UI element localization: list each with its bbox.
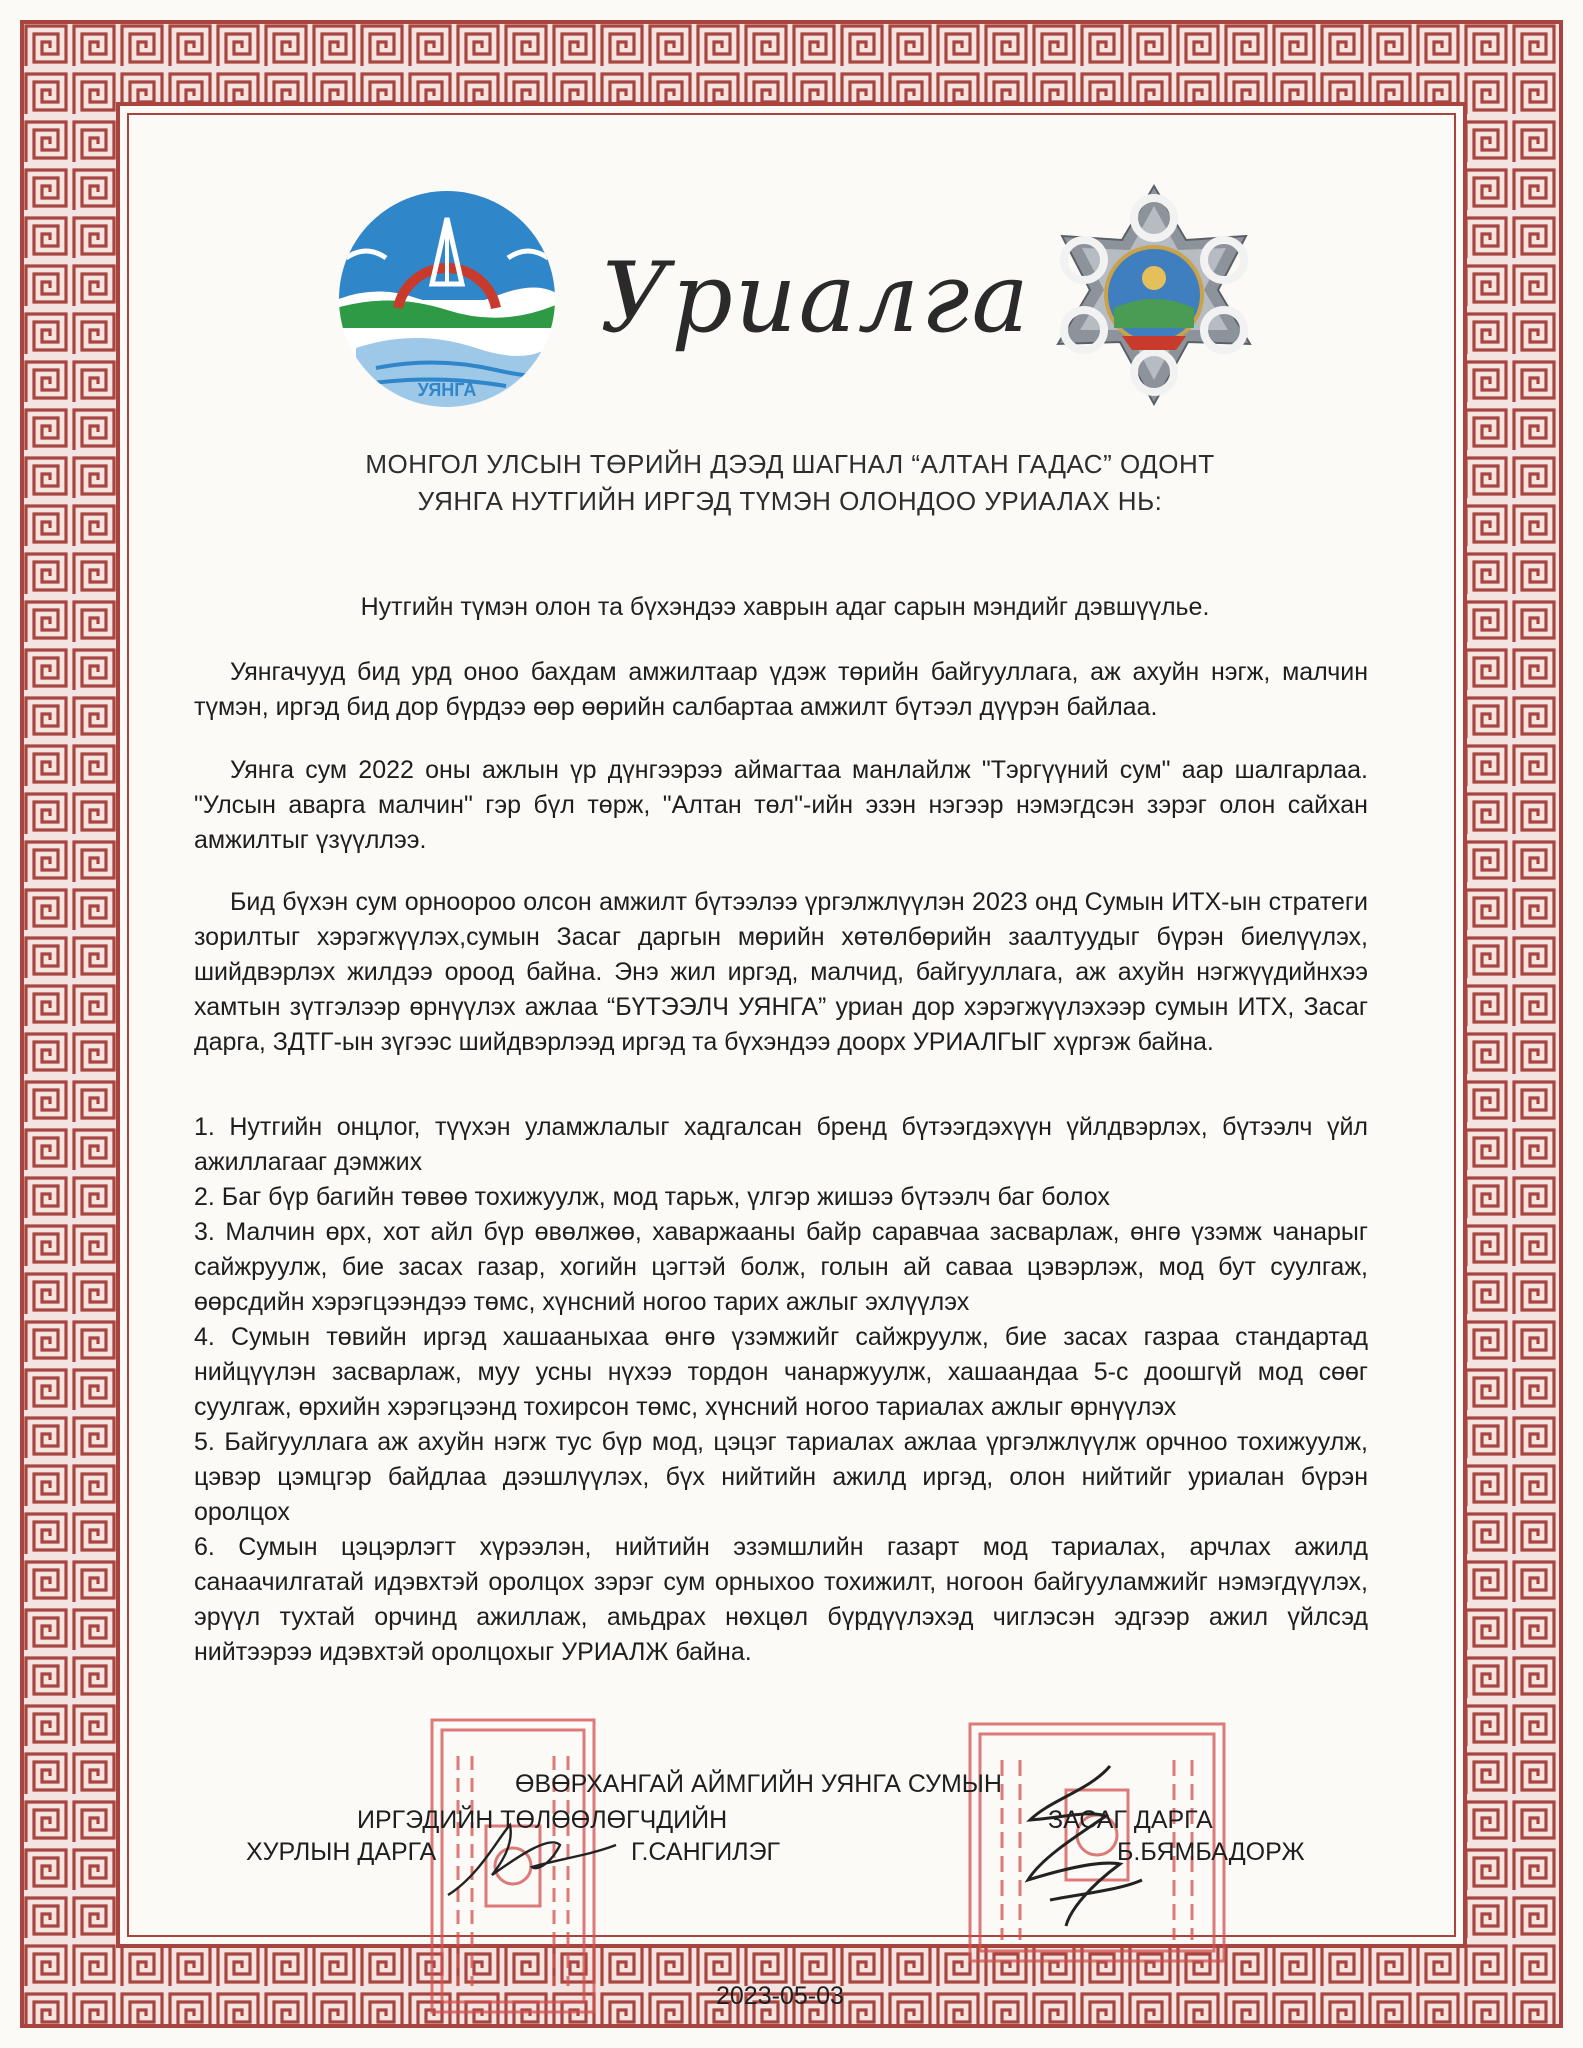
list-item: 2. Баг бүр багийн төвөө тохижуулж, мод тарьж, үлгэр жишээ бүтээлч баг болох — [194, 1183, 1110, 1211]
paragraph-2: Уянга сум 2022 оны ажлын үр дүнгээрээ аймагтаа манлайлж "Тэргүүний сум" аар шалгарлаа. "Улсын аварга малчин" гэр бүл төрж, "Алтан төл"-ийн эзэн нэгээр нэмэгдсэн зэрэг олон сайхан амжилтыг үзүүллээ. — [194, 756, 1368, 854]
uyanga-emblem-logo — [336, 188, 558, 410]
list-item: 1. Нутгийн онцлог, түүхэн уламжлалыг хадгалсан бренд бүтээгдэхүүн үйлдвэрлэх, бүтээлч үйл ажиллагааг дэмжих — [194, 1113, 1368, 1176]
handwritten-signature-1 — [440, 1815, 620, 1905]
greeting-text: Нутгийн түмэн олон та бүхэндээ хаврын адаг сарын мэндийг дэвшүүлье. — [360, 593, 1210, 621]
logo-left-label: УЯНГА — [417, 380, 477, 400]
list-item: 4. Сумын төвийн иргэд хашааныхаа өнгө үзэмжийг сайжруулж, бие засах газраа стандартад нийцүүлэн засварлаж, муу усны нүхээ тордон чанаржуулж, хашаандаа 5-с доошгүй мод сөөг суулгаж, өрхийн хэрэгцээнд тохирсон төмс, хүнсний ногоо тариалах ажлыг өрнүүлэх — [194, 1323, 1368, 1421]
signatory-title-2: ЗАСАГ ДАРГА — [1048, 1806, 1213, 1834]
signatory-name-1: Г.САНГИЛЭГ — [631, 1838, 781, 1866]
signature-org-line-1: ИРГЭДИЙН ТӨЛӨӨЛӨГЧДИЙН — [357, 1806, 728, 1834]
document-title: Уриалга — [600, 242, 1031, 354]
list-item: 5. Байгууллага аж ахуйн нэгж тус бүр мод, цэцэг тариалах ажлаа үргэлжлүүлж орчноо тохижуулж, цэвэр цэмцгэр байдлаа дээшлүүлэх, бүх нийтийн ажилд иргэд, олон нийтийг уриалан бүрэн оролцох — [194, 1428, 1368, 1526]
heading-line-1: МОНГОЛ УЛСЫН ТӨРИЙН ДЭЭД ШАГНАЛ “АЛТАН ГАДАС” ОДОНТ — [365, 449, 1215, 479]
signature-aimag-line: ӨВӨРХАНГАЙ АЙМГИЙН УЯНГА СУМЫН — [515, 1770, 1002, 1798]
list-item: 3. Малчин өрх, хот айл бүр өвөлжөө, хаваржааны байр саравчаа засварлаж, өнгө үзэмж чанарыг сайжруулж, бие засах газар, хогийн цэгтэй болж, голын ай саваа цэвэрлэж, мод бут суулгаж, өөрсдийн хэрэгцээндээ төмс, хүнсний ногоо тарих ажлыг эхлүүлэх — [194, 1218, 1368, 1316]
paragraph-3: Бид бүхэн сум орноороо олсон амжилт бүтээлээ үргэлжлүүлэн 2023 онд Сумын ИТХ-ын стратеги зорилтыг хэрэгжүүлэх,сумын Засаг даргын мөрийн хөтөлбөрийн заалтуудыг бүрэн биелүүлэх, шийдвэрлэх жилдээ ороод байна. Энэ жил иргэд, малчид, байгууллага, аж ахуйн нэгжүүдийнхээ хамтын зүтгэлээр өрнүүлэх ажлаа “БҮТЭЭЛЧ УЯНГА” уриан дор хэрэгжүүлэхээр сумын ИТХ, Засаг дарга, ЗДТГ-ын зүгээс шийдвэрлээд иргэд та бүхэндээ доорх УРИАЛГЫГ хүргэж байна. — [194, 888, 1368, 1056]
paragraph-1: Уянгачууд бид урд оноо бахдам амжилтаар үдэж төрийн байгууллага, аж ахуйн нэгж, малчин түмэн, иргэд бид дор бүрдээ өөр өөрийн салбартаа амжилт бүтээл дүүрэн байлаа. — [194, 658, 1368, 721]
handwritten-signature-2 — [1010, 1760, 1150, 1930]
appeal-list — [194, 1110, 1368, 1670]
altan-gadas-medal-icon — [1036, 178, 1272, 414]
document-date: 2023-05-03 — [716, 1982, 844, 2010]
signatory-name-2: Б.БЯМБАДОРЖ — [1117, 1838, 1305, 1866]
signature-org-line-2: ХУРЛЫН ДАРГА — [246, 1838, 437, 1866]
heading-line-2: УЯНГА НУТГИЙН ИРГЭД ТҮМЭН ОЛОНДОО УРИАЛАХ НЬ: — [417, 486, 1163, 516]
list-item: 6. Сумын цэцэрлэгт хүрээлэн, нийтийн эзэмшлийн газарт мод тариалах, арчлах ажилд санаачилгатай идэвхтэй оролцох зэрэг сум орныхоо тохижилт, ногоон байгууламжийг нэмэгдүүлэх, эрүүл тухтай орчинд ажиллаж, амьдрах нөхцөл бүрдүүлэхэд чиглэсэн эдгээр ажил үйлсэд нийтээрээ идэвхтэй оролцохыг УРИАЛЖ байна. — [194, 1533, 1368, 1666]
